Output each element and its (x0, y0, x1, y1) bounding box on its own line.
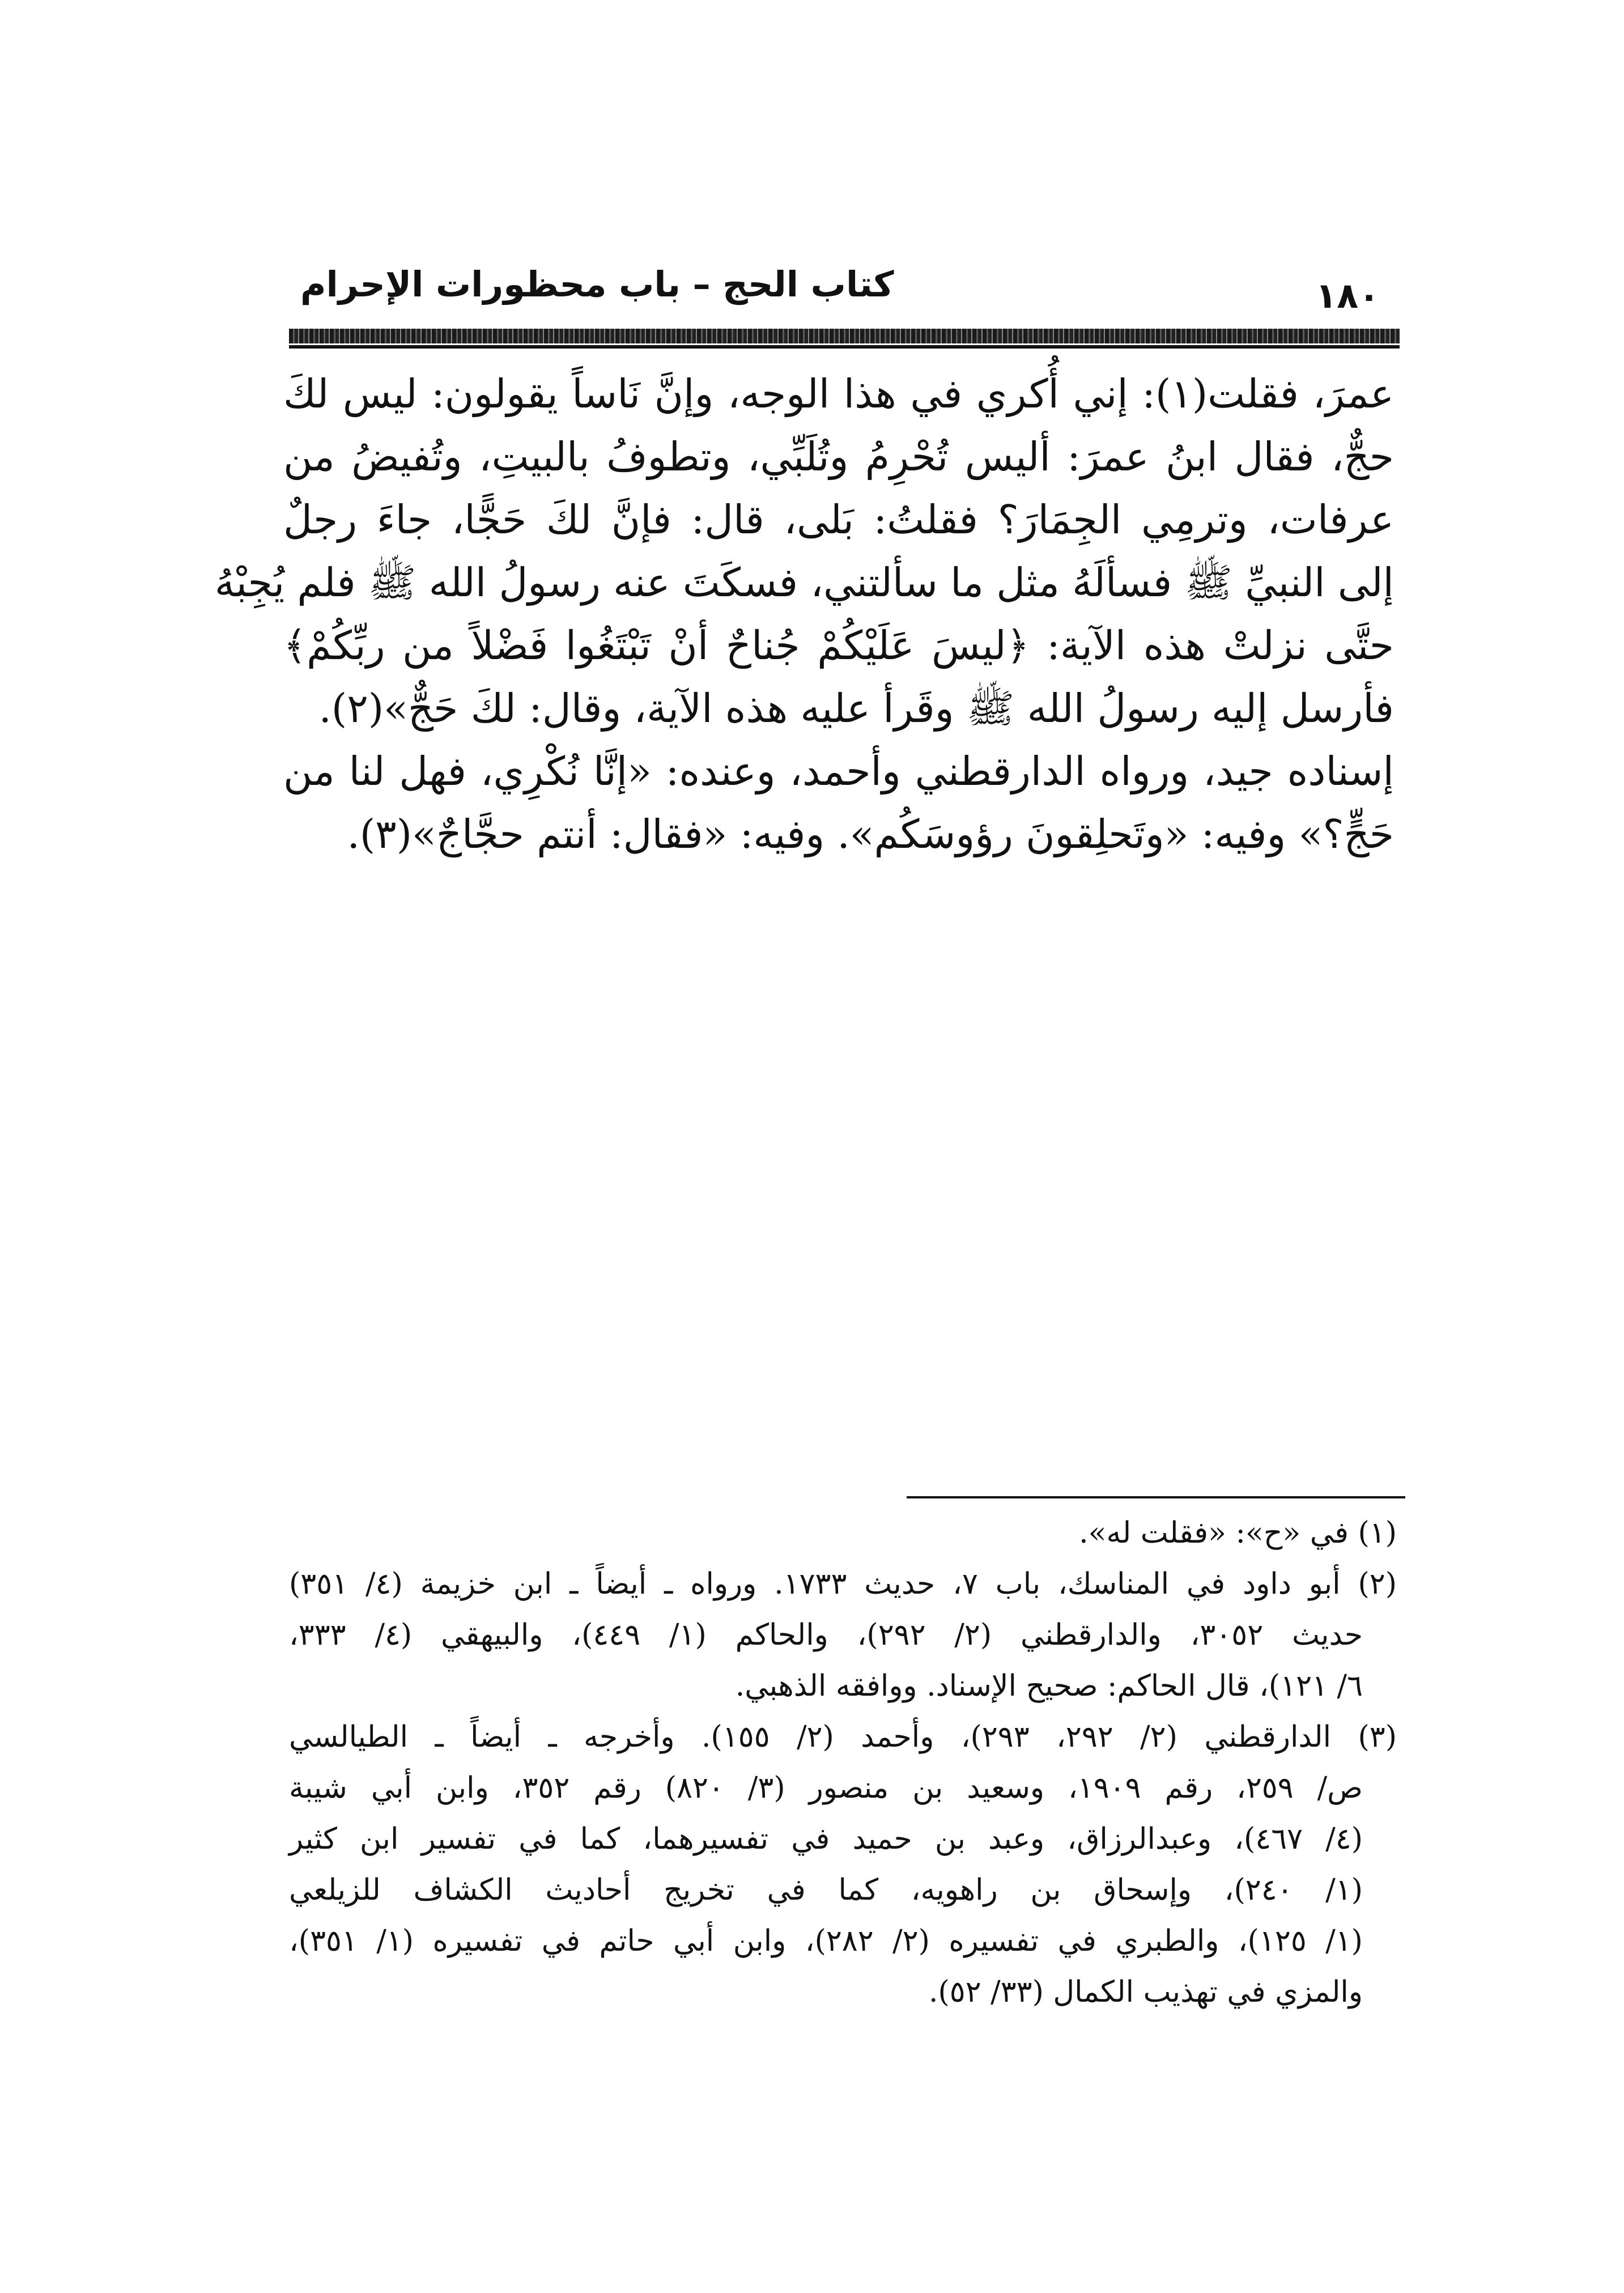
text-line: عرفات، وترمِي الجِمَارَ؟ فقلتُ: بَلى، قال: فإنَّ لكَ حَجًّا، جاءَ رجلٌ (283, 496, 1394, 543)
footnote-line: (١/ ٢٤٠)، وإسحاق بن راهويه، كما في تخريج أحاديث الكشاف للزيلعي (289, 1873, 1363, 1907)
text-line: حجٌّ، فقال ابنُ عمرَ: أليس تُحْرِمُ وتُلَبِّي، وتطوفُ بالبيتِ، وتُفيضُ من (283, 434, 1394, 480)
text-line: عمرَ، فقلت(١): إني أُكري في هذا الوجه، وإنَّ نَاساً يقولون: ليس لكَ (283, 371, 1394, 417)
footnote-line: (١/ ١٢٥)، والطبري في تفسيره (٢/ ٢٨٢)، وابن أبي حاتم في تفسيره (١/ ٣٥١)، (289, 1924, 1363, 1958)
footnote-separator (907, 1496, 1405, 1498)
footnote-line: حديث ٣٠٥٢، والدارقطني (٢/ ٢٩٢)، والحاكم (١/ ٤٤٩)، والبيهقي (٤/ ٣٣٣، (289, 1618, 1363, 1652)
text-line: فأرسل إليه رسولُ الله ﷺ وقَرأ عليه هذه الآية، وقال: لكَ حَجٌّ»(٢). (318, 685, 1394, 732)
footnote-line: (٤/ ٤٦٧)، وعبدالرزاق، وعبد بن حميد في تفسيرهما، كما في تفسير ابن كثير (289, 1822, 1363, 1856)
header-rule (289, 329, 1400, 343)
running-header (283, 258, 1397, 326)
header-title: كتاب الحج – باب محظورات الإحرام (300, 264, 894, 305)
header-rule-thin (289, 345, 1400, 349)
text-line: حتَّى نزلتْ هذه الآية: ﴿ليسَ عَلَيْكُمْ جُناحٌ أنْ تَبْتَغُوا فَضْلاً من ربِّكُمْ﴾ (283, 622, 1394, 669)
footnote-line: ٦/ ١٢١)، قال الحاكم: صحيح الإسناد. ووافقه الذهبي. (735, 1669, 1363, 1703)
text-line: إسناده جيد، ورواه الدارقطني وأحمد، وعنده: «إنَّا نُكْرِي، فهل لنا من (283, 748, 1394, 795)
footnote-line: (٢) أبو داود في المناسك، باب ٧، حديث ١٧٣٣. ورواه ـ أيضاً ـ ابن خزيمة (٤/ ٣٥١) (289, 1567, 1397, 1601)
footnote-line: ص/ ٢٥٩، رقم ١٩٠٩، وسعيد بن منصور (٣/ ٨٢٠) رقم ٣٥٢، وابن أبي شيبة (289, 1771, 1363, 1805)
text-line: إلى النبيِّ ﷺ فسألَهُ مثل ما سألتني، فسكَتَ عنه رسولُ الله ﷺ فلم يُجِبْهُ (214, 559, 1394, 606)
footnote-line: (٣) الدارقطني (٢/ ٢٩٢، ٢٩٣)، وأحمد (٢/ ١٥٥). وأخرجه ـ أيضاً ـ الطيالسي (289, 1720, 1397, 1754)
footnote-line: والمزي في تهذيب الكمال (٣٣/ ٥٢). (928, 1975, 1363, 2009)
main-text (214, 363, 1394, 866)
footnote-line: (١) في «ح»: «فقلت له». (1079, 1516, 1397, 1550)
footnotes (289, 1508, 1397, 2018)
text-line: حَجٍّ؟» وفيه: «وتَحلِقونَ رؤوسَكُم». وفيه: «فقال: أنتم حجَّاجٌ»(٣). (347, 811, 1394, 857)
page-number: ١٨٠ (1315, 275, 1380, 316)
